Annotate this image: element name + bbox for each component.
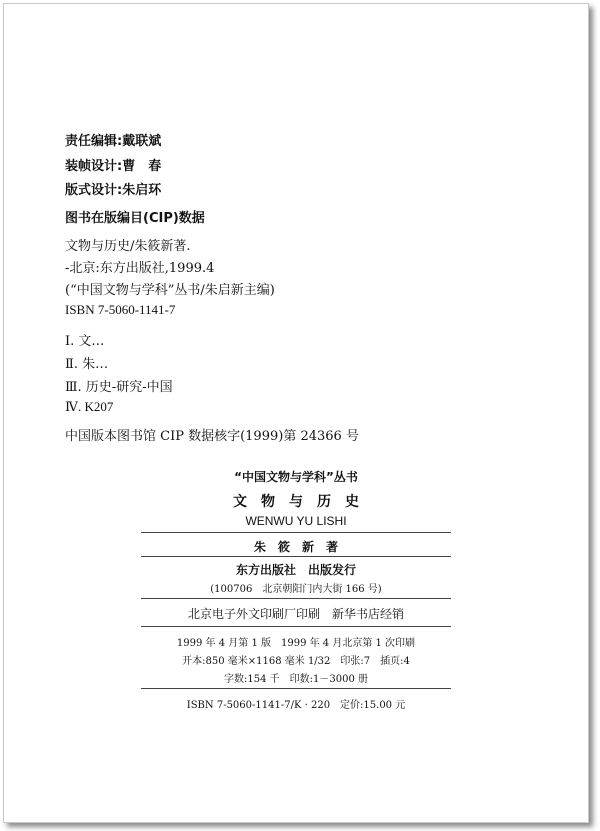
publisher: 东方出版社 出版发行 (235, 563, 356, 577)
cip-series-line: (“中国文物与学科”丛书/朱启新主编) (65, 283, 275, 298)
editor-credit: 责任编辑:戴联斌 (65, 134, 162, 149)
author: 朱 筱 新 著 (253, 540, 338, 554)
publisher-address: (100706 北京朝阳门内大街 166 号) (210, 584, 382, 595)
cip-index-2: Ⅱ. 朱… (65, 357, 109, 372)
divider (141, 688, 451, 689)
binding-design-credit: 装帧设计:曹 春 (65, 159, 162, 174)
cip-index-3: Ⅲ. 历史-研究-中国 (65, 380, 173, 395)
divider (141, 532, 451, 533)
divider (141, 598, 451, 599)
cip-record-number: 中国版本图书馆 CIP 数据核字(1999)第 24366 号 (65, 429, 359, 444)
divider (141, 626, 451, 627)
format-info: 开本:850 毫米×1168 毫米 1/32 印张:7 插页:4 (182, 656, 410, 667)
book-title: 文 物 与 历 史 (233, 494, 359, 510)
book-title-pinyin: WENWU YU LISHI (245, 514, 347, 528)
cip-index-4: Ⅳ. K207 (65, 399, 114, 414)
edition-info: 1999 年 4 月第 1 版 1999 年 4 月北京第 1 次印刷 (176, 638, 416, 649)
cip-isbn: ISBN 7-5060-1141-7 (65, 302, 176, 317)
copyright-page (3, 3, 589, 823)
cip-heading: 图书在版编目(CIP)数据 (65, 211, 205, 226)
cip-publisher-line: -北京:东方出版社,1999.4 (65, 261, 215, 276)
cip-title-line: 文物与历史/朱筱新著. (65, 239, 191, 254)
isbn-price: ISBN 7-5060-1141-7/K · 220 定价:15.00 元 (186, 700, 406, 711)
cip-index-1: Ⅰ. 文… (65, 334, 105, 349)
series-name: “中国文物与学科”丛书 (234, 470, 358, 484)
layout-design-credit: 版式设计:朱启环 (65, 183, 162, 198)
printer-distributor: 北京电子外文印刷厂印刷 新华书店经销 (187, 607, 404, 621)
divider (141, 556, 451, 557)
wordcount-info: 字数:154 千 印数:1－3000 册 (224, 674, 368, 685)
